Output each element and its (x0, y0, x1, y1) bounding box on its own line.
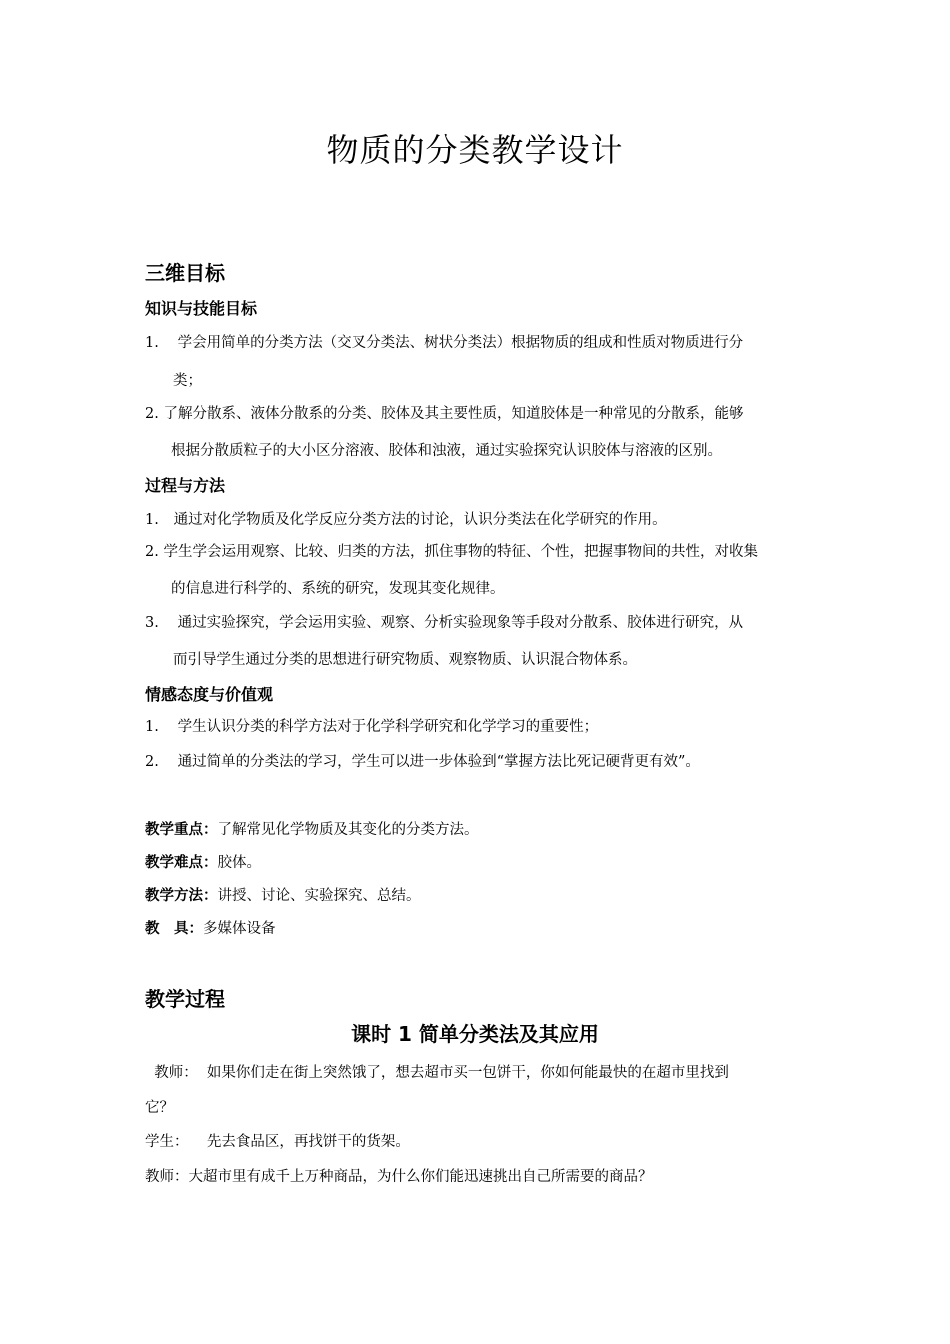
dialogue-line-1-continued: 它？ (145, 1100, 174, 1116)
section-heading-process: 教学过程 (145, 987, 225, 1011)
process-item-2 (145, 541, 810, 563)
emotion-item-1 (145, 716, 810, 738)
teaching-method-value: 讲授、讨论、实验探究、总结。 (217, 888, 421, 904)
item-number: 3. (145, 615, 159, 631)
teaching-focus-label: 教学重点： (145, 822, 218, 838)
item-text: 通过对化学物质及化学反应分类方法的讨论，认识分类法在化学研究的作用。 (173, 512, 667, 528)
item-number: 1. (145, 512, 159, 528)
document-title: 物质的分类教学设计 (326, 131, 624, 169)
subheading-emotion: 情感态度与价值观 (145, 685, 274, 704)
teaching-focus (145, 819, 810, 841)
knowledge-item-1-continued: 类； (173, 373, 202, 389)
teaching-method-label: 教学方法： (145, 888, 218, 904)
section-heading-objectives: 三维目标 (145, 261, 225, 285)
item-number: 2. (145, 406, 159, 422)
emotion-item-2 (145, 751, 810, 773)
item-text: 了解分散系、液体分散系的分类、胶体及其主要性质，知道胶体是一种常见的分散系，能够 (163, 406, 744, 422)
subheading-process: 过程与方法 (145, 476, 226, 495)
knowledge-item-2-continued: 根据分散质粒子的大小区分溶液、胶体和浊液，通过实验探究认识胶体与溶液的区别。 (171, 443, 722, 459)
dialogue-line-2: 学生： 先去食品区，再找饼干的货架。 (145, 1134, 410, 1150)
teaching-difficulty-value: 胶体。 (217, 855, 261, 871)
teaching-focus-value: 了解常见化学物质及其变化的分类方法。 (217, 822, 479, 838)
teaching-tools-label: 教 具： (145, 921, 203, 937)
knowledge-item-1 (145, 332, 810, 354)
knowledge-item-2 (145, 403, 810, 425)
item-text: 学生认识分类的科学方法对于化学科学研究和化学学习的重要性； (177, 719, 599, 735)
teaching-tools-value: 多媒体设备 (203, 921, 276, 937)
teaching-method (145, 885, 810, 907)
process-item-3 (145, 612, 810, 634)
process-item-2-continued: 的信息进行科学的、系统的研究，发现其变化规律。 (171, 581, 505, 597)
item-text: 通过简单的分类法的学习，学生可以进一步体验到“掌握方法比死记硬背更有效”。 (177, 754, 700, 770)
item-number: 2. (145, 544, 159, 560)
dialogue-line-3: 教师：大超市里有成千上万种商品，为什么你们能迅速挑出自己所需要的商品？ (145, 1169, 653, 1185)
process-item-1 (145, 509, 810, 531)
teaching-difficulty-label: 教学难点： (145, 855, 218, 871)
item-number: 1. (145, 335, 159, 351)
process-item-3-continued: 而引导学生通过分类的思想进行研究物质、观察物质、认识混合物体系。 (173, 652, 637, 668)
teaching-difficulty (145, 852, 810, 874)
lesson-title: 课时 1 简单分类法及其应用 (351, 1022, 599, 1046)
teaching-tools (145, 918, 810, 940)
dialogue-line-1: 教师： 如果你们走在街上突然饿了，想去超市买一包饼干，你如何能最快的在超市里找到 (145, 1065, 729, 1081)
subheading-knowledge: 知识与技能目标 (145, 299, 258, 318)
item-text: 学会用简单的分类方法（交叉分类法、树状分类法）根据物质的组成和性质对物质进行分 (177, 335, 744, 351)
item-number: 1. (145, 719, 159, 735)
item-text: 学生学会运用观察、比较、归类的方法，抓住事物的特征、个性，把握事物间的共性，对收集 (163, 544, 758, 560)
item-text: 通过实验探究，学会运用实验、观察、分析实验现象等手段对分散系、胶体进行研究，从 (177, 615, 744, 631)
item-number: 2. (145, 754, 159, 770)
